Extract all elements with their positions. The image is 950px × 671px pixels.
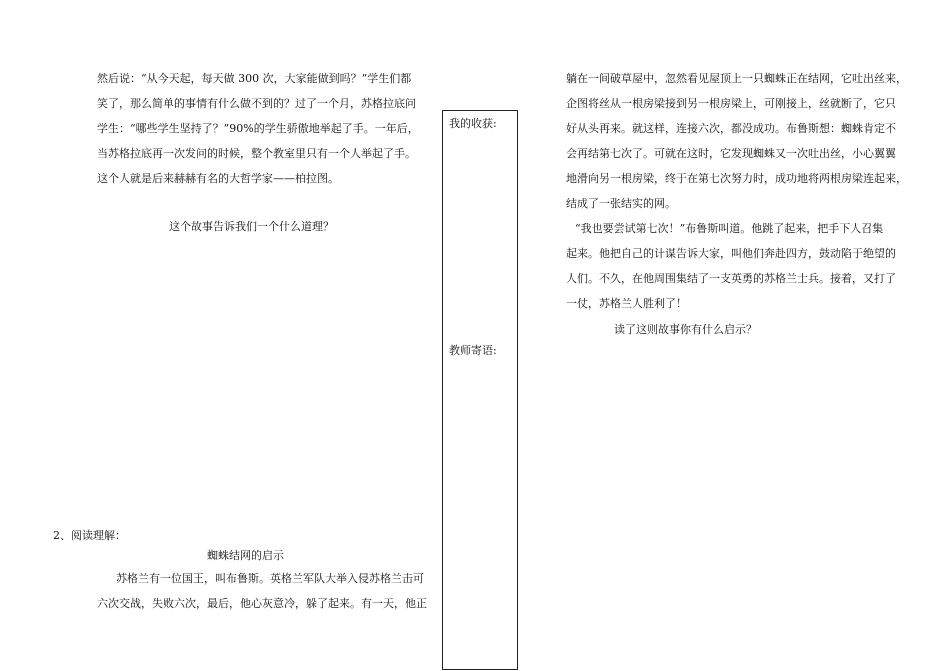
text-line: 结成了一张结实的网。 [566,197,676,210]
notes-box [442,110,518,670]
text-line: 一仗，苏格兰人胜利了！ [566,297,687,310]
text-line: 地滑向另一根房梁，终于在第七次努力时，成功地将两根房梁连起来， [566,172,907,185]
text-line: 六次交战，失败六次，最后，他心灰意冷，躲了起来。有一天，他正 [97,597,427,610]
text-line: 当苏格拉底再一次发问的时候，整个教室里只有一个人举起了手。 [97,147,416,160]
text-line: “我也要尝试第七次！”布鲁斯叫道。他跳了起来，把手下人召集 [575,222,884,235]
question-1: 这个故事告诉我们一个什么道理？ [169,220,334,233]
reading-title: 蜘蛛结网的启示 [207,549,284,562]
text-line: 人们。不久，在他周围集结了一支英勇的苏格兰士兵。接着，又打了 [566,272,896,285]
text-line: 好从头再来。就这样，连接六次，都没成功。布鲁斯想：蜘蛛肯定不 [566,122,896,135]
text-line: 这个人就是后来赫赫有名的大哲学家——柏拉图。 [97,172,339,185]
reading-start-paragraph [97,566,436,616]
text-line: 苏格兰有一位国王，叫布鲁斯。英格兰军队大举入侵苏格兰击可 [116,572,424,585]
text-line: 起来。他把自己的计谋告诉大家，叫他们奔赴四方，鼓动陷于绝望的 [566,247,896,260]
section-label-reading: 2、阅读理解： [53,529,126,542]
question-2: 读了这则故事你有什么启示？ [614,323,757,336]
text-line: 企图将丝从一根房梁接到另一根房梁上，可刚接上，丝就断了，它只 [566,97,896,110]
text-line: 学生：“哪些学生坚持了？”90%的学生骄傲地举起了手。一年后， [97,122,419,135]
text-line: 笑了，那么简单的事情有什么做不到的？过了一个月，苏格拉底问 [97,97,416,110]
story-ending-paragraph [97,66,435,191]
text-line: 会再结第七次了。可就在这时，它发现蜘蛛又一次吐出丝，小心翼翼 [566,147,896,160]
teacher-message-label: 教师寄语: [449,344,497,357]
my-harvest-label: 我的收获: [449,117,497,130]
text-line: 然后说：“从今天起，每天做 300 次，大家能做到吗？”学生们都 [97,72,412,85]
reading-continued-paragraph [566,66,906,316]
text-line: 躺在一间破草屋中，忽然看见屋顶上一只蜘蛛正在结网，它吐出丝来， [566,72,907,85]
